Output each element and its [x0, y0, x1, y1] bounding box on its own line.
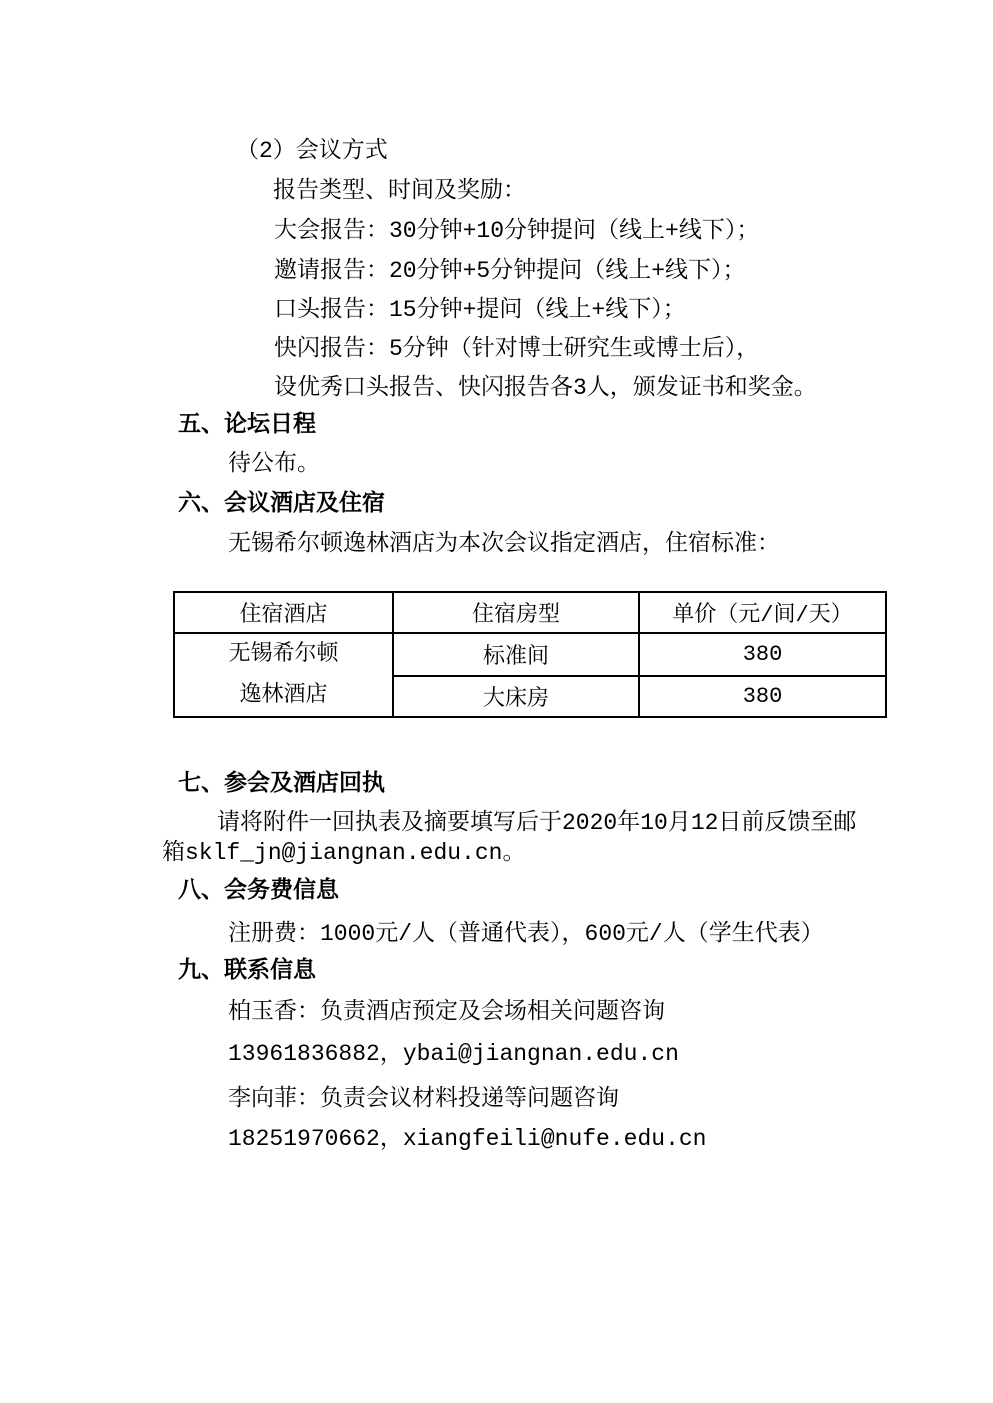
contact-1-phone-email: 13961836882，ybai@jiangnan.edu.cn — [228, 1041, 679, 1067]
room-type-cell: 标准间 — [393, 633, 639, 676]
contact-2-phone-email: 18251970662，xiangfeili@nufe.edu.cn — [228, 1126, 707, 1152]
table-row — [174, 633, 886, 676]
section-heading-reply-form: 七、参会及酒店回执 — [178, 771, 385, 797]
numbered-subitem-meeting-format: （2）会议方式 — [236, 138, 388, 164]
hotel-table — [173, 591, 887, 718]
hotel-table-header-row — [174, 592, 886, 633]
report-item-invited: 邀请报告：20分钟+5分钟提问（线上+线下）； — [274, 258, 746, 284]
registration-fee-body: 注册费：1000元/人（普通代表），600元/人（学生代表） — [228, 921, 824, 947]
hotel-name-line-2: 逸林酒店 — [239, 683, 328, 708]
hotel-name-line-1: 无锡希尔顿 — [228, 642, 339, 667]
col-header-room-type: 住宿房型 — [393, 592, 639, 633]
price-cell: 380 — [639, 633, 886, 676]
col-header-hotel: 住宿酒店 — [174, 592, 393, 633]
contact-2-role: 李向菲：负责会议材料投递等问题咨询 — [228, 1086, 619, 1112]
hotel-intro-body: 无锡希尔顿逸林酒店为本次会议指定酒店，住宿标准： — [228, 531, 780, 557]
col-header-price: 单价（元/间/天） — [639, 592, 886, 633]
section-heading-contact-info: 九、联系信息 — [178, 958, 316, 984]
contact-1-role: 柏玉香：负责酒店预定及会场相关问题咨询 — [228, 999, 665, 1025]
room-type-cell: 大床房 — [393, 676, 639, 718]
report-types-intro: 报告类型、时间及奖励： — [273, 178, 526, 204]
report-item-oral: 口头报告：15分钟+提问（线上+线下）； — [274, 297, 686, 323]
section-heading-hotel-accommodation: 六、会议酒店及住宿 — [178, 491, 385, 517]
reply-form-body-line-2: 箱sklf_jn@jiangnan.edu.cn。 — [162, 840, 526, 866]
forum-schedule-body: 待公布。 — [228, 451, 320, 477]
reply-form-body-line-1: 请将附件一回执表及摘要填写后于2020年10月12日前反馈至邮 — [217, 810, 857, 836]
section-heading-conference-fee: 八、会务费信息 — [178, 878, 339, 904]
report-item-flash: 快闪报告：5分钟（针对博士研究生或博士后）， — [274, 336, 760, 362]
report-item-awards: 设优秀口头报告、快闪报告各3人，颁发证书和奖金。 — [274, 375, 817, 401]
price-cell: 380 — [639, 676, 886, 718]
report-item-plenary: 大会报告：30分钟+10分钟提问（线上+线下）； — [274, 218, 760, 244]
hotel-name-cell — [174, 633, 393, 717]
section-heading-forum-schedule: 五、论坛日程 — [178, 412, 316, 438]
